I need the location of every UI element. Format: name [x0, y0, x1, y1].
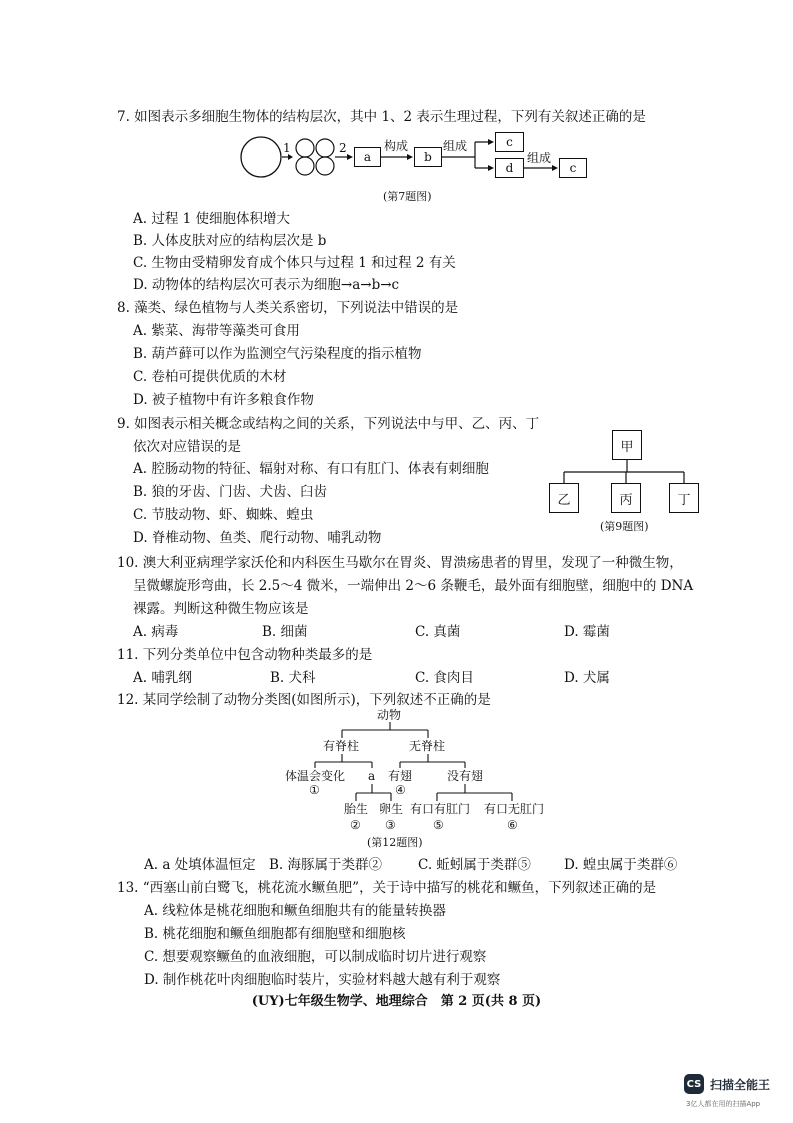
- q13-option-a: A. 线粒体是桃花细胞和鳜鱼细胞共有的能量转换器: [144, 903, 446, 919]
- q7-box-a: a: [354, 147, 381, 167]
- q12-node-no-wing: 没有翅: [447, 769, 484, 783]
- q7-box-b: b: [414, 147, 442, 167]
- q11-option-b: B. 犬科: [270, 670, 316, 686]
- q12-label-4: ④: [395, 783, 406, 797]
- q12-label-1: ①: [309, 783, 320, 797]
- q7-verb-1: 构成: [384, 139, 409, 153]
- q7-process-2: 2: [339, 141, 347, 155]
- q12-node-no-anus: 有口无肛门: [484, 802, 545, 816]
- q10-option-b: B. 细菌: [262, 624, 308, 640]
- q13-option-b: B. 桃花细胞和鳜鱼细胞都有细胞壁和细胞核: [144, 926, 406, 942]
- q11-option-a: A. 哺乳纲: [133, 670, 192, 686]
- q9-option-a: A. 腔肠动物的特征、辐射对称、有口有肛门、体表有刺细胞: [133, 461, 489, 477]
- q9-option-d: D. 脊椎动物、鱼类、爬行动物、哺乳动物: [133, 530, 382, 546]
- q12-option-a: A. a 处填体温恒定: [144, 857, 256, 873]
- q9-option-b: B. 狼的牙齿、门齿、犬齿、臼齿: [133, 484, 328, 500]
- q12-node-oviparous: 卵生: [379, 802, 404, 816]
- q8-option-d: D. 被子植物中有许多粮食作物: [133, 392, 314, 408]
- q8-option-c: C. 卷柏可提供优质的木材: [133, 369, 287, 385]
- q10-option-d: D. 霉菌: [564, 624, 610, 640]
- q12-node-a: a: [368, 769, 376, 783]
- q10-line1: 10. 澳大利亚病理学家沃伦和内科医生马歇尔在胃炎、胃溃疡患者的胃里，发现了一种微生物，: [117, 555, 683, 571]
- q12-node-root: 动物: [377, 708, 402, 722]
- q10-option-a: A. 病毒: [133, 624, 179, 640]
- camscanner-tagline: 3亿人都在用的扫描App: [686, 1100, 761, 1108]
- q13-option-d: D. 制作桃花叶肉细胞临时装片，实验材料越大越有利于观察: [144, 972, 501, 988]
- q9-box-yi: 乙: [549, 483, 579, 513]
- q7-verb-3: 组成: [527, 151, 552, 165]
- q11-option-d: D. 犬属: [564, 670, 610, 686]
- q9-stem-line1: 9. 如图表示相关概念或结构之间的关系，下列说法中与甲、乙、丙、丁: [117, 416, 540, 432]
- q12-caption: (第12题图): [367, 836, 423, 849]
- q7-option-b: B. 人体皮肤对应的结构层次是 b: [133, 233, 327, 249]
- q12-label-5: ⑤: [433, 818, 444, 832]
- q10-line3: 裸露。判断这种微生物应该是: [133, 601, 309, 617]
- q12-option-b: B. 海豚属于类群②: [269, 857, 383, 873]
- q13-stem: 13. “西塞山前白鹭飞，桃花流水鳜鱼肥”，关于诗中描写的桃花和鳜鱼，下列叙述正确的是: [117, 880, 657, 896]
- q9-box-jia: 甲: [612, 430, 642, 460]
- q7-box-d: d: [495, 158, 524, 178]
- q7-caption: (第7题图): [383, 190, 432, 203]
- q7-option-c: C. 生物由受精卵发育成个体只与过程 1 和过程 2 有关: [133, 255, 456, 271]
- q12-stem: 12. 某同学绘制了动物分类图(如图所示)，下列叙述不正确的是: [117, 692, 491, 708]
- q12-label-6: ⑥: [507, 818, 518, 832]
- page-footer: (UY)七年级生物学、地理综合 第 2 页(共 8 页): [251, 994, 542, 1009]
- q7-process-1: 1: [283, 141, 291, 155]
- camscanner-brand: 扫描全能王: [710, 1078, 771, 1092]
- q12-label-3: ③: [385, 818, 396, 832]
- q9-stem-line2: 依次对应错误的是: [133, 439, 241, 455]
- q12-node-with-anus: 有口有肛门: [410, 802, 471, 816]
- q10-option-c: C. 真菌: [415, 624, 461, 640]
- q12-option-d: D. 蝗虫属于类群⑥: [564, 857, 678, 873]
- q9-box-bing: 丙: [611, 483, 641, 513]
- q12-node-wing: 有翅: [388, 769, 413, 783]
- q11-stem: 11. 下列分类单位中包含动物种类最多的是: [117, 647, 373, 663]
- q9-box-ding: 丁: [669, 483, 699, 513]
- q9-caption: (第9题图): [600, 520, 649, 533]
- q8-option-b: B. 葫芦藓可以作为监测空气污染程度的指示植物: [133, 346, 422, 362]
- q12-node-invertebrate: 无脊柱: [409, 739, 446, 753]
- q11-option-c: C. 食肉目: [415, 670, 474, 686]
- q7-option-d: D. 动物体的结构层次可表示为细胞→a→b→c: [133, 277, 400, 293]
- q12-node-viviparous: 胎生: [344, 802, 369, 816]
- q12-option-c: C. 蚯蚓属于类群⑤: [418, 857, 531, 873]
- q7-box-e: c: [559, 158, 587, 178]
- q12-node-temp-varies: 体温会变化: [285, 769, 346, 783]
- q12-node-vertebrate: 有脊柱: [323, 739, 360, 753]
- q10-line2: 呈微螺旋形弯曲，长 2.5～4 微米，一端伸出 2～6 条鞭毛，最外面有细胞壁，细胞中的 DNA: [133, 578, 694, 594]
- q7-stem: 7. 如图表示多细胞生物体的结构层次，其中 1、2 表示生理过程，下列有关叙述正确的是: [117, 109, 646, 125]
- q7-verb-2: 组成: [443, 139, 468, 153]
- q8-option-a: A. 紫菜、海带等藻类可食用: [133, 323, 300, 339]
- q12-label-2: ②: [350, 818, 361, 832]
- q13-option-c: C. 想要观察鳜鱼的血液细胞，可以制成临时切片进行观察: [144, 949, 487, 965]
- q7-box-c: c: [495, 132, 524, 152]
- camscanner-logo-icon: CS: [684, 1074, 704, 1094]
- q7-option-a: A. 过程 1 使细胞体积增大: [133, 211, 291, 227]
- q8-stem: 8. 藻类、绿色植物与人类关系密切，下列说法中错误的是: [117, 300, 459, 316]
- q9-option-c: C. 节肢动物、虾、蜘蛛、蝗虫: [133, 507, 314, 523]
